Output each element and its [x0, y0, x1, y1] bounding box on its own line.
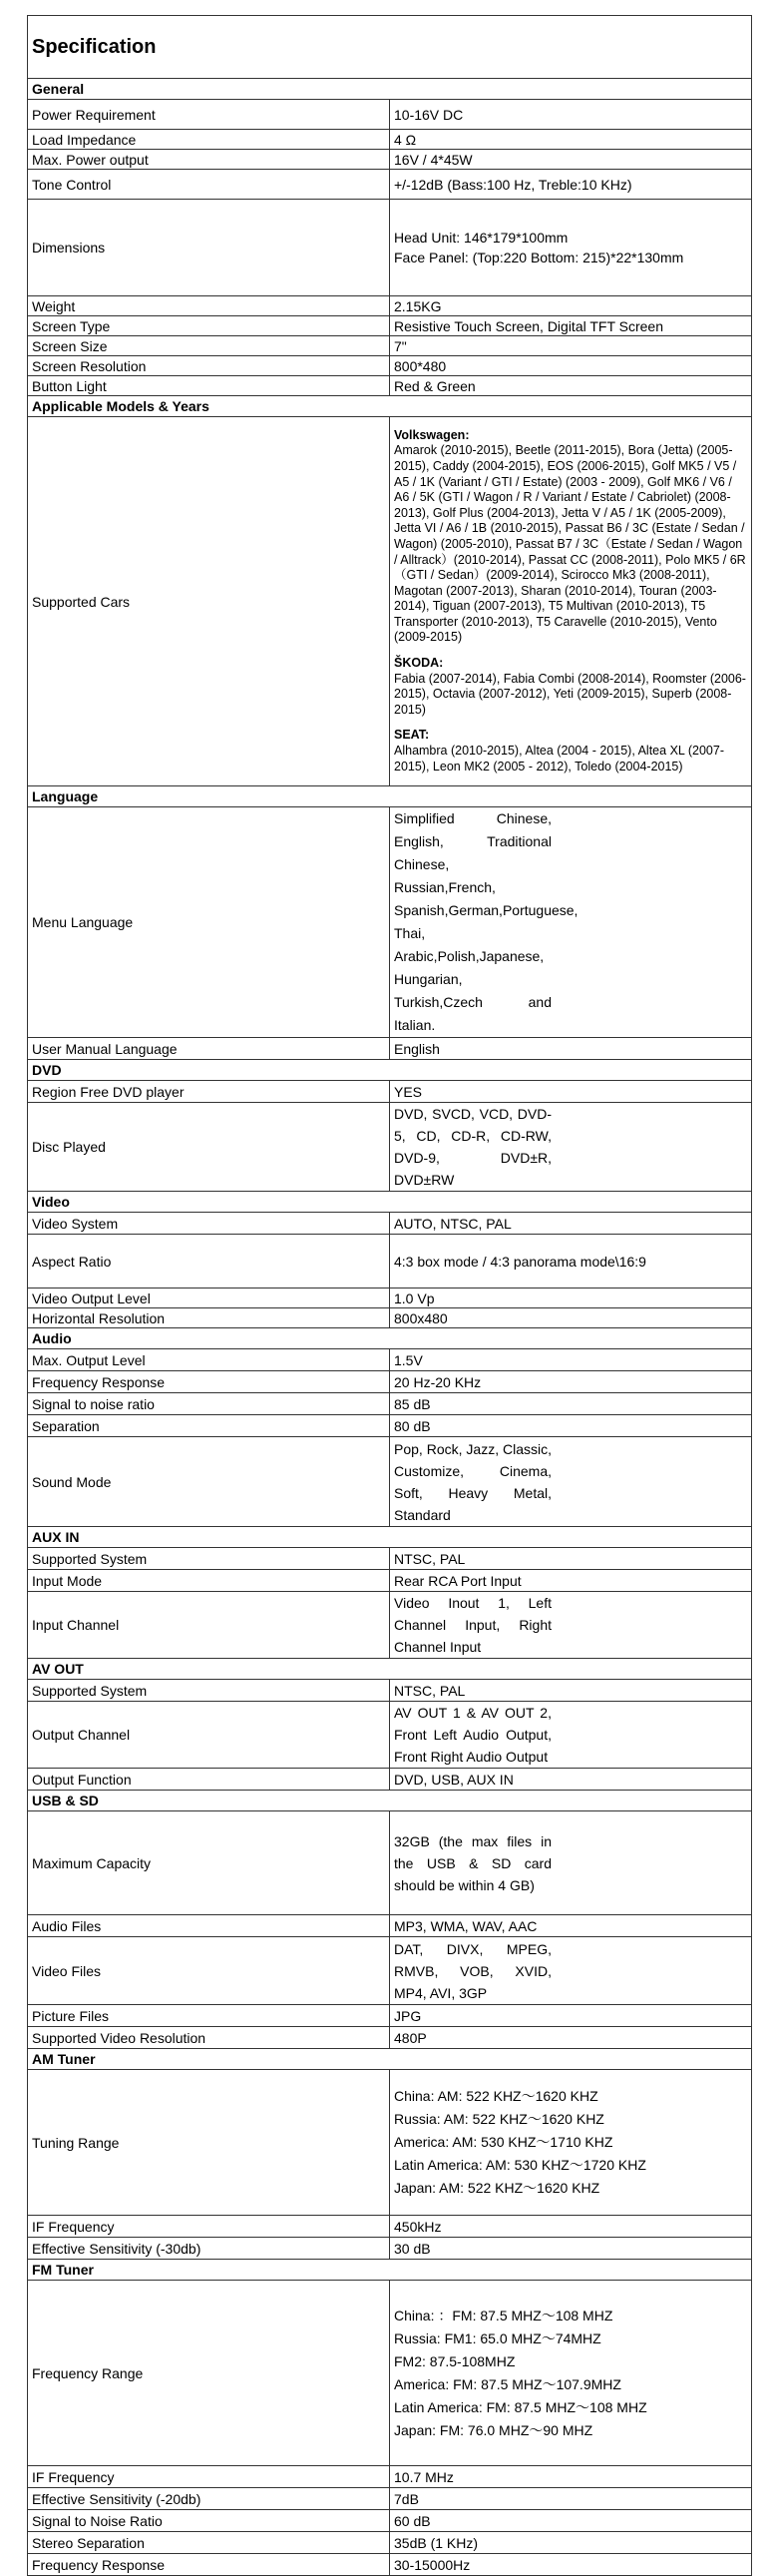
- spec-value: DVD, SVCD, VCD, DVD-5, CD, CD-R, CD-RW, DVD-9, DVD±R, DVD±RW: [390, 1103, 752, 1192]
- spec-row: [28, 2554, 752, 2576]
- spec-row: [28, 1702, 752, 1769]
- spec-row: [28, 1570, 752, 1592]
- spec-label: IF Frequency: [28, 2216, 390, 2238]
- section-usb-sd: [28, 1791, 752, 1811]
- section-header: AUX IN: [28, 1527, 752, 1548]
- spec-row: [28, 2488, 752, 2510]
- spec-value: 450kHz: [390, 2216, 752, 2238]
- spec-row: [28, 2466, 752, 2488]
- spec-row: [28, 2027, 752, 2049]
- section-models: [28, 396, 752, 417]
- section-language: [28, 786, 752, 807]
- spec-label: Weight: [28, 296, 390, 316]
- spec-row: [28, 1103, 752, 1192]
- spec-value: Red & Green: [390, 376, 752, 396]
- spec-row: [28, 2070, 752, 2216]
- spec-row: [28, 1769, 752, 1791]
- spec-row: [28, 1548, 752, 1570]
- spec-value: 85 dB: [390, 1393, 752, 1415]
- spec-row: [28, 1081, 752, 1103]
- spec-row: [28, 1437, 752, 1527]
- spec-value: 7dB: [390, 2488, 752, 2510]
- spec-label: User Manual Language: [28, 1038, 390, 1060]
- spec-value: +/-12dB (Bass:100 Hz, Treble:10 KHz): [390, 170, 752, 200]
- spec-row: [28, 1915, 752, 1937]
- section-av-out: [28, 1659, 752, 1680]
- spec-value: Pop, Rock, Jazz, Classic, Customize, Cinema, Soft, Heavy Metal, Standard: [390, 1437, 752, 1527]
- spec-label: Supported System: [28, 1680, 390, 1702]
- spec-value: 7": [390, 336, 752, 356]
- spec-row: [28, 1371, 752, 1393]
- spec-row: [28, 2510, 752, 2532]
- spec-label: Video Files: [28, 1937, 390, 2005]
- spec-row: [28, 2216, 752, 2238]
- spec-row: [28, 807, 752, 1038]
- spec-value: 60 dB: [390, 2510, 752, 2532]
- spec-row: [28, 2532, 752, 2554]
- spec-value: 80 dB: [390, 1415, 752, 1437]
- spec-value: AV OUT 1 & AV OUT 2, Front Left Audio Output, Front Right Audio Output: [390, 1702, 752, 1769]
- spec-value: English: [390, 1038, 752, 1060]
- spec-label: Separation: [28, 1415, 390, 1437]
- spec-value: MP3, WMA, WAV, AAC: [390, 1915, 752, 1937]
- spec-label: Tuning Range: [28, 2070, 390, 2216]
- spec-label: Output Channel: [28, 1702, 390, 1769]
- spec-sheet: [27, 15, 752, 2576]
- section-dvd: [28, 1060, 752, 1081]
- spec-value: 30-15000Hz: [390, 2554, 752, 2576]
- spec-value: 800*480: [390, 356, 752, 376]
- spec-label: Stereo Separation: [28, 2532, 390, 2554]
- spec-label: Supported Video Resolution: [28, 2027, 390, 2049]
- spec-row: [28, 1213, 752, 1235]
- spec-row: [28, 296, 752, 316]
- model-list: Amarok (2010-2015), Beetle (2011-2015), Bora (Jetta) (2005-2015), Caddy (2004-2015), EOS (2006-2015), Golf MK5 / V5 / A5 / 1K (Variant / GTI / Estate) (2003 - 2009), Golf MK6 / V6 / A6 / 5K (GTI / Wagon / R / Variant / Estate / Cabriolet) (2008-2013), Golf Plus (2004-2013), Jetta V / A5 / 1K (2005-2009), Jetta VI / A6 / 1B (2010-2015), Passat B6 / 3C (Estate / Sedan / Wagon) (2005-2010), Passat B7 / 3C（Estate / Sedan / Wagon / Alltrack）(2010-2014), Passat CC (2008-2011), Polo MK5 / 6R（GTI / Sedan）(2009-2014), Scirocco Mk3 (2008-2011), Magotan (2007-2013), Sharan (2010-2014), Touran (2003-2014), Tiguan (2007-2013), T5 Multivan (2010-2013), T5 Transporter (2010-2013), T5 Caravelle (2010-2015), Vento (2009-2015): [394, 443, 746, 645]
- model-list: Fabia (2007-2014), Fabia Combi (2008-2014), Roomster (2006-2015), Octavia (2007-2012), Yeti (2009-2015), Superb (2008-2015): [394, 671, 746, 717]
- spec-label: Aspect Ratio: [28, 1235, 390, 1288]
- section-header: General: [28, 79, 752, 100]
- spec-label: Signal to Noise Ratio: [28, 2510, 390, 2532]
- spec-row: [28, 336, 752, 356]
- spec-value: DAT, DIVX, MPEG, RMVB, VOB, XVID, MP4, AVI, 3GP: [390, 1937, 752, 2005]
- brand-name: Volkswagen:: [394, 427, 470, 442]
- spec-label: Load Impedance: [28, 130, 390, 150]
- spec-label: Power Requirement: [28, 100, 390, 130]
- spec-label: Maximum Capacity: [28, 1811, 390, 1915]
- supported-cars-value: [390, 417, 752, 786]
- spec-label: Screen Type: [28, 316, 390, 336]
- spec-label: Region Free DVD player: [28, 1081, 390, 1103]
- spec-value: 16V / 4*45W: [390, 150, 752, 170]
- section-header: AM Tuner: [28, 2049, 752, 2070]
- spec-value: Head Unit: 146*179*100mm Face Panel: (Top:220 Bottom: 215)*22*130mm: [390, 200, 752, 296]
- spec-value: 800x480: [390, 1308, 752, 1328]
- page-title: Specification: [28, 16, 752, 79]
- spec-label: Button Light: [28, 376, 390, 396]
- spec-label: Output Function: [28, 1769, 390, 1791]
- brand-group-seat: [394, 728, 747, 774]
- spec-label: Input Mode: [28, 1570, 390, 1592]
- section-header: Audio: [28, 1328, 752, 1349]
- spec-value: AUTO, NTSC, PAL: [390, 1213, 752, 1235]
- spec-row: [28, 2005, 752, 2027]
- spec-row: [28, 130, 752, 150]
- spec-value: Video Inout 1, Left Channel Input, Right Channel Input: [390, 1592, 752, 1659]
- spec-value: NTSC, PAL: [390, 1680, 752, 1702]
- spec-row: [28, 1038, 752, 1060]
- spec-row: [28, 1308, 752, 1328]
- title-row: [28, 16, 752, 79]
- spec-label: Frequency Response: [28, 2554, 390, 2576]
- spec-value: 10.7 MHz: [390, 2466, 752, 2488]
- section-header: AV OUT: [28, 1659, 752, 1680]
- spec-value: DVD, USB, AUX IN: [390, 1769, 752, 1791]
- brand-name: ŠKODA:: [394, 656, 444, 671]
- section-header: Language: [28, 786, 752, 807]
- brand-group-volkswagen: [394, 428, 747, 646]
- spec-label: Supported System: [28, 1548, 390, 1570]
- spec-row: [28, 170, 752, 200]
- spec-label: Input Channel: [28, 1592, 390, 1659]
- model-list: Alhambra (2010-2015), Altea (2004 - 2015), Altea XL (2007-2015), Leon MK2 (2005 - 2012), Toledo (2004-2015): [394, 744, 724, 773]
- spec-label: Disc Played: [28, 1103, 390, 1192]
- spec-label: Effective Sensitivity (-30db): [28, 2238, 390, 2260]
- spec-label: Screen Resolution: [28, 356, 390, 376]
- spec-row: [28, 356, 752, 376]
- spec-label: Supported Cars: [28, 417, 390, 786]
- spec-row: [28, 2281, 752, 2466]
- spec-row: [28, 150, 752, 170]
- brand-group-skoda: [394, 656, 747, 718]
- section-header: USB & SD: [28, 1791, 752, 1811]
- spec-label: Dimensions: [28, 200, 390, 296]
- spec-value: 4 Ω: [390, 130, 752, 150]
- spec-label: Video System: [28, 1213, 390, 1235]
- spec-value: 4:3 box mode / 4:3 panorama mode\16:9: [390, 1235, 752, 1288]
- spec-label: Max. Power output: [28, 150, 390, 170]
- spec-row: [28, 1415, 752, 1437]
- spec-label: Screen Size: [28, 336, 390, 356]
- spec-row: [28, 376, 752, 396]
- spec-row: [28, 1937, 752, 2005]
- spec-row: [28, 1811, 752, 1915]
- spec-label: Frequency Range: [28, 2281, 390, 2466]
- spec-row: [28, 316, 752, 336]
- spec-value: 480P: [390, 2027, 752, 2049]
- spec-row: [28, 1349, 752, 1371]
- section-video: [28, 1192, 752, 1213]
- spec-label: Frequency Response: [28, 1371, 390, 1393]
- spec-row: [28, 2238, 752, 2260]
- spec-value: Rear RCA Port Input: [390, 1570, 752, 1592]
- spec-label: Effective Sensitivity (-20db): [28, 2488, 390, 2510]
- spec-label: Max. Output Level: [28, 1349, 390, 1371]
- spec-value: China: AM: 522 KHZ～1620 KHZ Russia: AM: 522 KHZ～1620 KHZ America: AM: 530 KHZ～1710 KHZ Latin America: AM: 530 KHZ～1720 KHZ Japan: AM: 522 KHZ～1620 KHZ: [390, 2070, 752, 2216]
- spec-label: Picture Files: [28, 2005, 390, 2027]
- spec-label: Tone Control: [28, 170, 390, 200]
- spec-value: Simplified Chinese, English, Traditional Chinese, Russian,French, Spanish,German,Portuguese, Thai, Arabic,Polish,Japanese, Hungarian, Turkish,Czech and Italian.: [390, 807, 752, 1038]
- spec-row: [28, 1393, 752, 1415]
- spec-value: NTSC, PAL: [390, 1548, 752, 1570]
- brand-name: SEAT:: [394, 728, 430, 743]
- spec-value: 32GB (the max files in the USB & SD card should be within 4 GB): [390, 1811, 752, 1915]
- spec-table: [27, 15, 752, 2576]
- spec-row: [28, 1235, 752, 1288]
- spec-value: 1.5V: [390, 1349, 752, 1371]
- section-header: DVD: [28, 1060, 752, 1081]
- spec-value: China: ：FM: 87.5 MHZ～108 MHZ Russia: FM1: 65.0 MHZ～74MHZ FM2: 87.5-108MHZ America: FM: 87.5 MHZ～107.9MHZ Latin America: FM: 87.5 MHZ～108 MHZ Japan: FM: 76.0 MHZ～90 MHZ: [390, 2281, 752, 2466]
- spec-label: Sound Mode: [28, 1437, 390, 1527]
- spec-value: 35dB (1 KHz): [390, 2532, 752, 2554]
- spec-row: [28, 200, 752, 296]
- spec-label: Menu Language: [28, 807, 390, 1038]
- spec-label: Video Output Level: [28, 1288, 390, 1308]
- spec-row: [28, 417, 752, 786]
- spec-label: Horizontal Resolution: [28, 1308, 390, 1328]
- section-general: [28, 79, 752, 100]
- spec-value: 2.15KG: [390, 296, 752, 316]
- spec-value: 1.0 Vp: [390, 1288, 752, 1308]
- spec-value: YES: [390, 1081, 752, 1103]
- spec-row: [28, 1592, 752, 1659]
- section-aux-in: [28, 1527, 752, 1548]
- spec-value: JPG: [390, 2005, 752, 2027]
- section-am-tuner: [28, 2049, 752, 2070]
- spec-row: [28, 100, 752, 130]
- section-header: FM Tuner: [28, 2260, 752, 2281]
- spec-value: 20 Hz-20 KHz: [390, 1371, 752, 1393]
- section-header: Video: [28, 1192, 752, 1213]
- spec-label: Audio Files: [28, 1915, 390, 1937]
- section-header: Applicable Models & Years: [28, 396, 752, 417]
- spec-value: Resistive Touch Screen, Digital TFT Screen: [390, 316, 752, 336]
- spec-label: IF Frequency: [28, 2466, 390, 2488]
- section-fm-tuner: [28, 2260, 752, 2281]
- spec-value: 10-16V DC: [390, 100, 752, 130]
- spec-row: [28, 1680, 752, 1702]
- section-audio: [28, 1328, 752, 1349]
- spec-label: Signal to noise ratio: [28, 1393, 390, 1415]
- spec-value: 30 dB: [390, 2238, 752, 2260]
- spec-row: [28, 1288, 752, 1308]
